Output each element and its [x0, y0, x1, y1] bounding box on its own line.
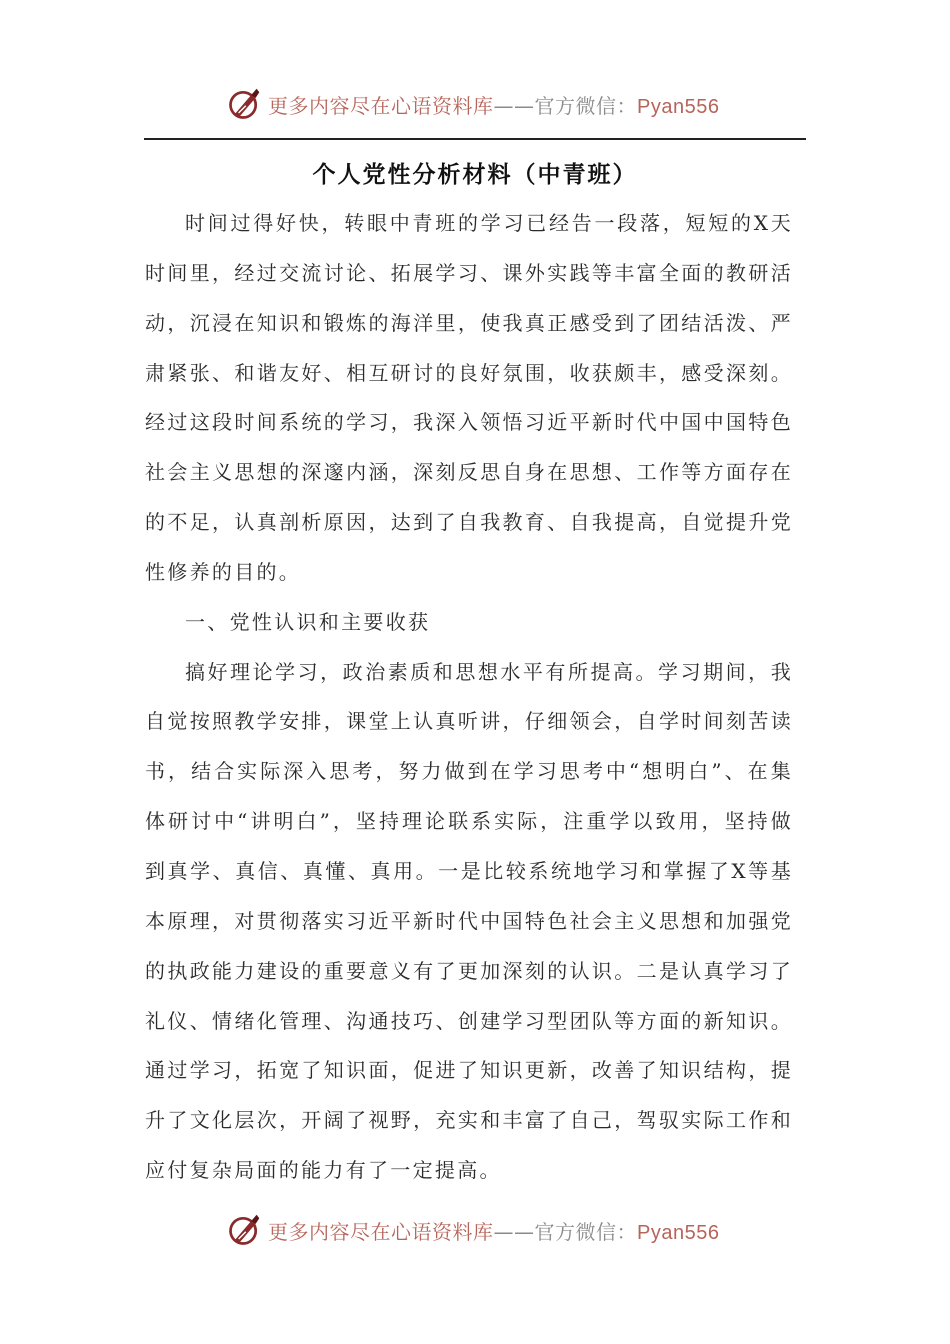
footer-dash: —— — [493, 1219, 535, 1244]
banner-wechat-id: Pyan556 — [637, 95, 720, 118]
section-heading: 一、党性认识和主要收获 — [185, 609, 431, 634]
footer-library-text: 更多内容尽在心语资料库 — [268, 1219, 494, 1244]
footer-wechat-id: Pyan556 — [637, 1221, 720, 1244]
footer-banner — [0, 1210, 950, 1250]
banner-wechat-label: 官方微信： — [534, 93, 637, 118]
footer-wechat-label: 官方微信： — [534, 1219, 637, 1244]
banner-dash: —— — [493, 93, 535, 118]
banner-content — [226, 84, 719, 124]
banner-library-text: 更多内容尽在心语资料库 — [268, 93, 494, 118]
footer-banner-content — [226, 1210, 719, 1250]
document-body — [145, 199, 793, 1196]
footer-banner-text — [268, 1216, 719, 1245]
pen-logo-icon — [226, 1212, 262, 1248]
paragraph-study: 搞好理论学习，政治素质和思想水平有所提高。学习期间，我自觉按照教学安排，课堂上认真听讲，仔细领会，自学时间刻苦读书，结合实际深入思考，努力做到在学习思考中“想明白”、在集体研讨中“讲明白”，坚持理论联系实际，注重学以致用，坚持做到真学、真信、真懂、真用。一是比较系统地学习和掌握了X等基本原理，对贯彻落实习近平新时代中国特色社会主义思想和加强党的执政能力建设的重要意义有了更加深刻的认识。二是认真学习了礼仪、情绪化管理、沟通技巧、创建学习型团队等方面的新知识。通过学习，拓宽了知识面，促进了知识更新，改善了知识结构，提升了文化层次，开阔了视野，充实和丰富了自己，驾驭实际工作和应付复杂局面的能力有了一定提高。 — [145, 659, 793, 1183]
header-banner — [0, 84, 950, 124]
pen-logo-icon — [226, 86, 262, 122]
banner-text — [268, 90, 719, 119]
header-divider — [144, 138, 806, 140]
paragraph-intro: 时间过得好快，转眼中青班的学习已经告一段落，短短的X天时间里，经过交流讨论、拓展学习、课外实践等丰富全面的教研活动，沉浸在知识和锻炼的海洋里，使我真正感受到了团结活泼、严肃紧张、和谐友好、相互研讨的良好氛围，收获颇丰，感受深刻。经过这段时间系统的学习，我深入领悟习近平新时代中国中国特色社会主义思想的深邃内涵，深刻反思自身在思想、工作等方面存在的不足，认真剖析原因，达到了自我教育、自我提高，自觉提升党性修养的目的。 — [145, 211, 793, 584]
document-title: 个人党性分析材料（中青班） — [312, 162, 638, 188]
